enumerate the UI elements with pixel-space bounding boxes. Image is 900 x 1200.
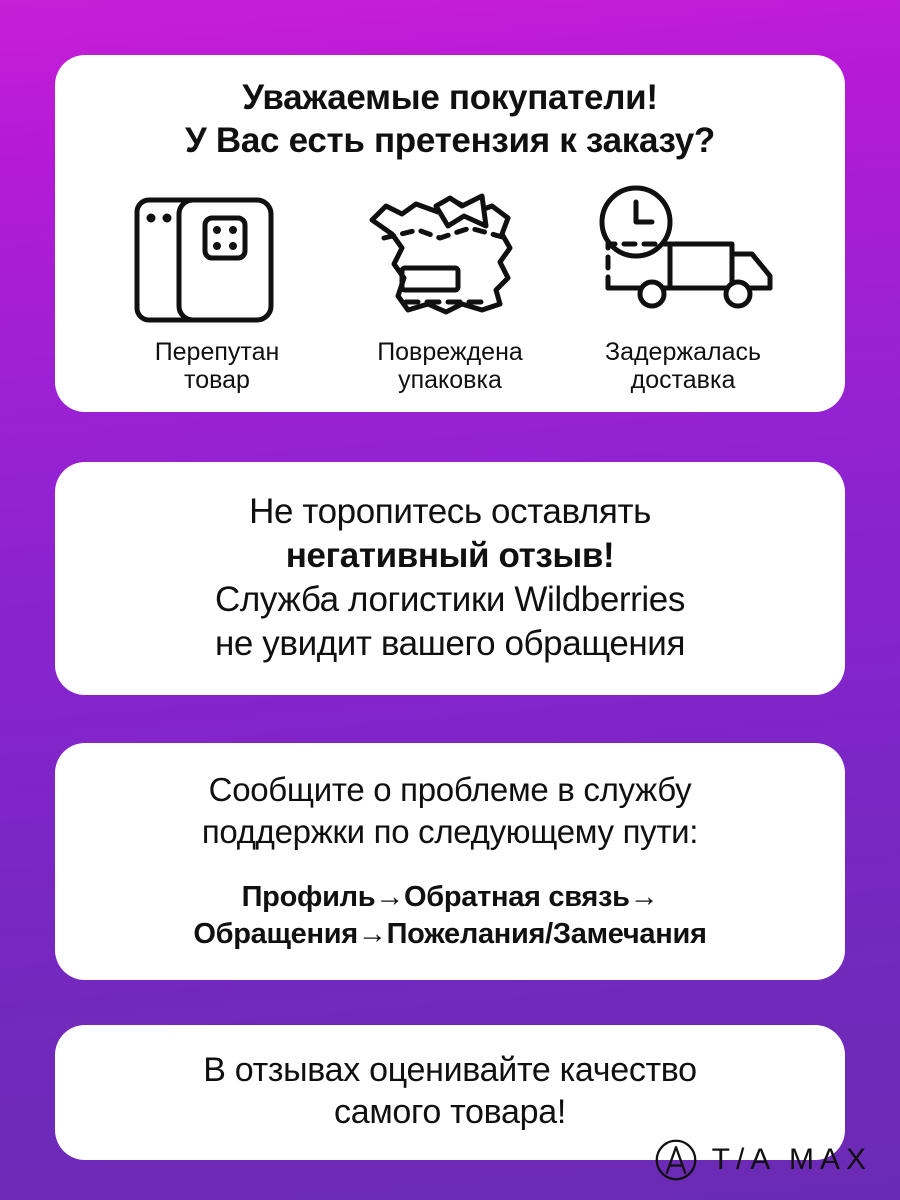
howto-line-1: Сообщите о проблеме в службу xyxy=(208,771,692,809)
a-monogram-icon xyxy=(654,1138,698,1182)
claim-title-line1: Уважаемые покупатели! xyxy=(242,78,658,117)
warning-line-2: негативный отзыв! xyxy=(285,536,615,576)
reason-item-damaged-package xyxy=(334,182,566,394)
warning-card xyxy=(55,462,845,695)
howto-line-2: поддержки по следующему пути: xyxy=(201,812,699,850)
rate-line-2: самого товара! xyxy=(334,1093,566,1132)
reason-caption: Перепутан товар xyxy=(154,338,280,395)
reason-caption: Задержалась доставка xyxy=(604,338,762,395)
warning-line-3: Служба логистики Wildberries xyxy=(215,579,685,619)
warning-line-1: Не торопитесь оставлять xyxy=(249,492,651,532)
mixed-up-goods-icon xyxy=(117,182,317,332)
delayed-delivery-icon xyxy=(578,182,788,332)
claim-title xyxy=(79,77,821,162)
brand-logo xyxy=(654,1138,872,1182)
support-path-line-1: Профиль→Обратная связь→ xyxy=(241,880,659,913)
brand-name: T/A MAX xyxy=(711,1143,872,1176)
reason-list xyxy=(79,162,821,394)
howto-card xyxy=(55,743,845,980)
reason-item-mixed-up-goods xyxy=(101,182,333,394)
reason-item-delayed-delivery xyxy=(567,182,799,394)
support-path xyxy=(77,879,823,954)
claim-card xyxy=(55,55,845,412)
warning-line-4: не увидит вашего обращения xyxy=(214,623,686,663)
claim-title-line2: У Вас есть претензия к заказу? xyxy=(184,120,716,160)
damaged-package-icon xyxy=(350,182,550,332)
rate-line-1: В отзывах оценивайте качество xyxy=(203,1050,697,1089)
support-path-line-2: Обращения→Пожелания/Замечания xyxy=(193,918,707,951)
reason-caption: Повреждена упаковка xyxy=(377,338,523,395)
